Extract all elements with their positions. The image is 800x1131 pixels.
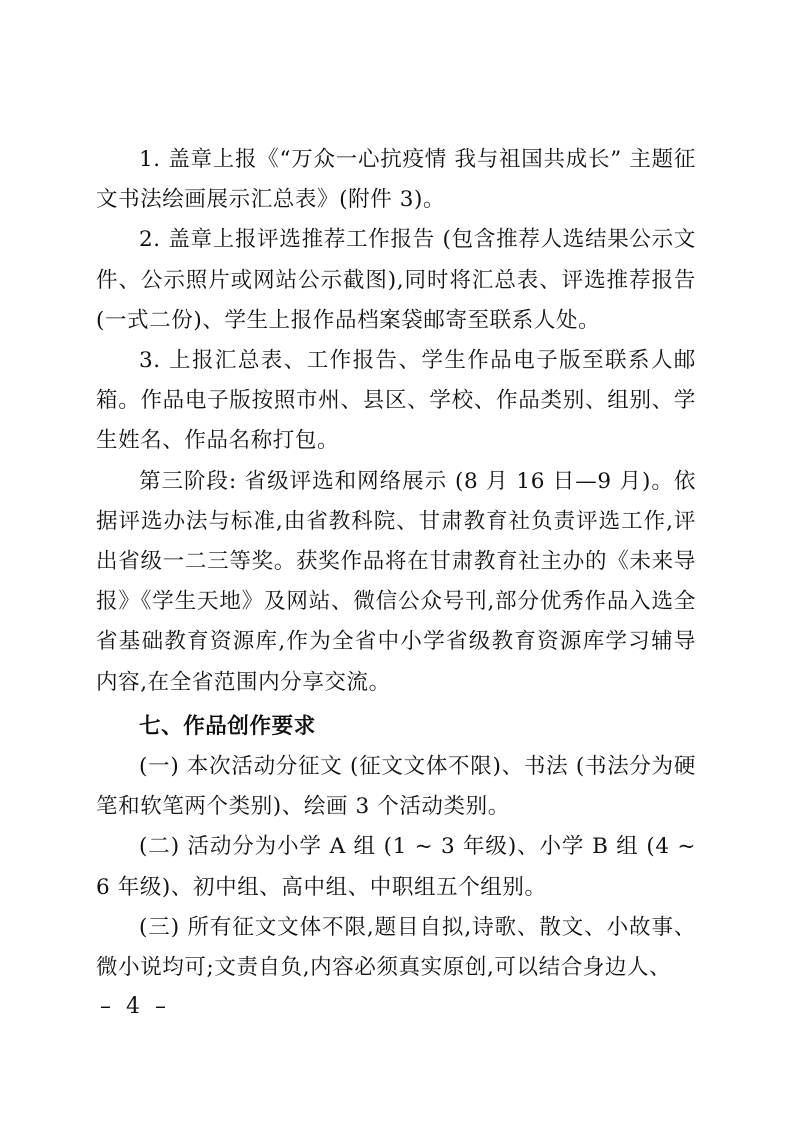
paragraph-requirement-2: (二) 活动分为小学 A 组 (1 ~ 3 年级)、小学 B 组 (4 ~ 6 年级)、初中组、高中组、中职组五个组别。 xyxy=(96,834,696,900)
page-number: – 4 – xyxy=(100,994,170,1019)
paragraph-requirement-1: (一) 本次活动分征文 (征文文体不限)、书法 (书法分为硬笔和软笔两个类别)、绘画 3 个活动类别。 xyxy=(96,754,696,820)
paragraph-requirement-3: (三) 所有征文文体不限,题目自拟,诗歌、散文、小故事、微小说均可;文责自负,内容必须真实原创,可以结合身边人、 xyxy=(96,914,696,981)
paragraph-stage-three: 第三阶段: 省级评选和网络展示 (8 月 16 日—9 月)。依据评选办法与标准,由省教科院、甘肃教育社负责评选工作,评出省级一二三等奖。获奖作品将在甘肃教育社主办的《未来导报》《学生天地》及网站、微信公众号刊,部分优秀作品入选全省基础教育资源库,作为全省中小学省级教育资源库学习辅导内容,在全省范围内分享交流。 xyxy=(96,468,696,695)
section-heading: 七、作品创作要求 xyxy=(139,713,316,739)
paragraph-item-2: 2. 盖章上报评选推荐工作报告 (包含推荐人选结果公示文件、公示照片或网站公示截图),同时将汇总表、评选推荐报告(一式二份)、学生上报作品档案袋邮寄至联系人处。 xyxy=(96,227,696,333)
paragraph-item-3: 3. 上报汇总表、工作报告、学生作品电子版至联系人邮箱。作品电子版按照市州、县区、学校、作品类别、组别、学生姓名、作品名称打包。 xyxy=(96,348,696,454)
paragraph-item-1: 1. 盖章上报《“万众一心抗疫情 我与祖国共成长” 主题征文书法绘画展示汇总表》(附件 3)。 xyxy=(96,147,696,213)
document-body xyxy=(96,140,696,988)
